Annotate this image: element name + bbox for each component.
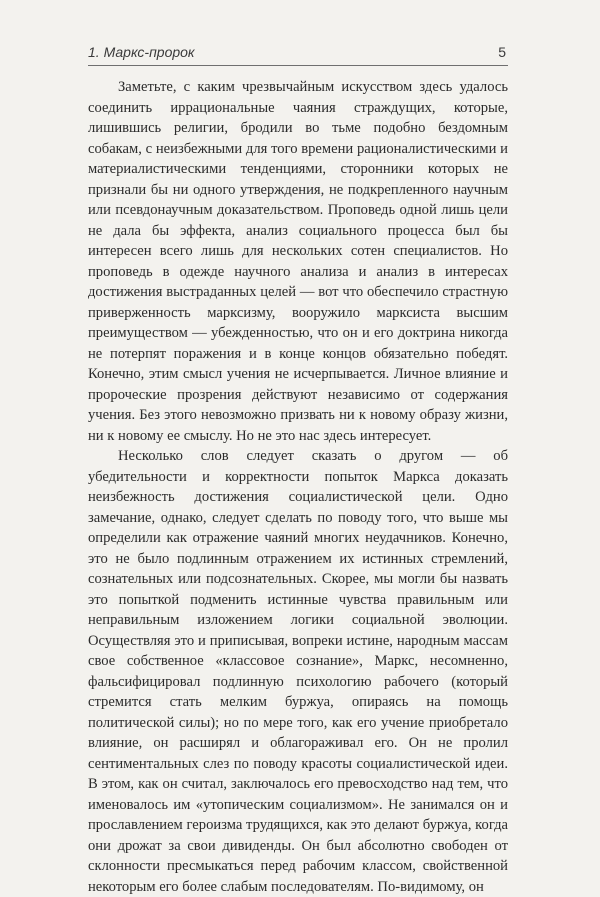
page-number: 5 [498, 44, 506, 60]
chapter-title: 1. Маркс-пророк [88, 44, 195, 60]
header-rule [88, 65, 508, 66]
body-text [88, 77, 508, 897]
running-header [88, 44, 506, 66]
paragraph: Несколько слов следует сказать о другом — об убедительности и корректности попыток Маркса доказать неизбежность достижения социалистической цели. Одно замечание, однако, следует сделать по поводу того, что выше мы определили как отражение чаяний многих неудачников. Конечно, это не было подлинным отражением их истинных стремлений, сознательных или подсознательных. Скорее, мы могли бы назвать это попыткой подменить истинные чувства правильным или неправильным изложением логики социальной эволюции. Осуществляя это и приписывая, вопреки истине, народным массам свое собственное «классовое сознание», Маркс, несомненно, фальсифицировал подлинную психологию рабочего (который стремится стать мелким буржуа, опираясь на помощь политической силы); но по мере того, как его учение приобретало влияние, он расширял и облагораживал его. Он не пролил сентиментальных слез по поводу красоты социалистической идеи. В этом, как он считал, заключалось его превосходство над тем, что именовалось им «утопическим социализмом». Не занимался он и прославлением героизма трудящихся, как это делают буржуа, когда они дрожат за свои дивиденды. Он был абсолютно свободен от склонности пресмыкаться перед рабочим классом, свойственной некоторым его более слабым последователям. По-видимому, он [88, 448, 508, 895]
paragraph: Заметьте, с каким чрезвычайным искусством здесь удалось соединить иррациональные чаяния страждущих, которые, лишившись религии, бродили во тьме подобно бездомным собакам, с неизбежными для того времени рационалистическими и материалистическими тенденциями, сторонники которых не признали бы ни одного утверждения, не подкрепленного научным или псевдонаучным доказательством. Проповедь одной лишь цели не дала бы эффекта, анализ социального процесса был бы интересен всего лишь для нескольких сотен специалистов. Но проповедь в одежде научного анализа и анализ в интересах достижения выстраданных целей — вот что обеспечило страстную приверженность марксизму, вооружило марксиста высшим преимуществом — убежденностью, что он и его доктрина никогда не потерпят поражения и в конце концов обязательно победят. Конечно, этим смысл учения не исчерпывается. Личное влияние и пророческие прозрения действуют независимо от содержания учения. Без этого невозможно призвать ни к новому образу жизни, ни к новому ее смыслу. Но не это нас здесь интересует. [88, 79, 508, 444]
